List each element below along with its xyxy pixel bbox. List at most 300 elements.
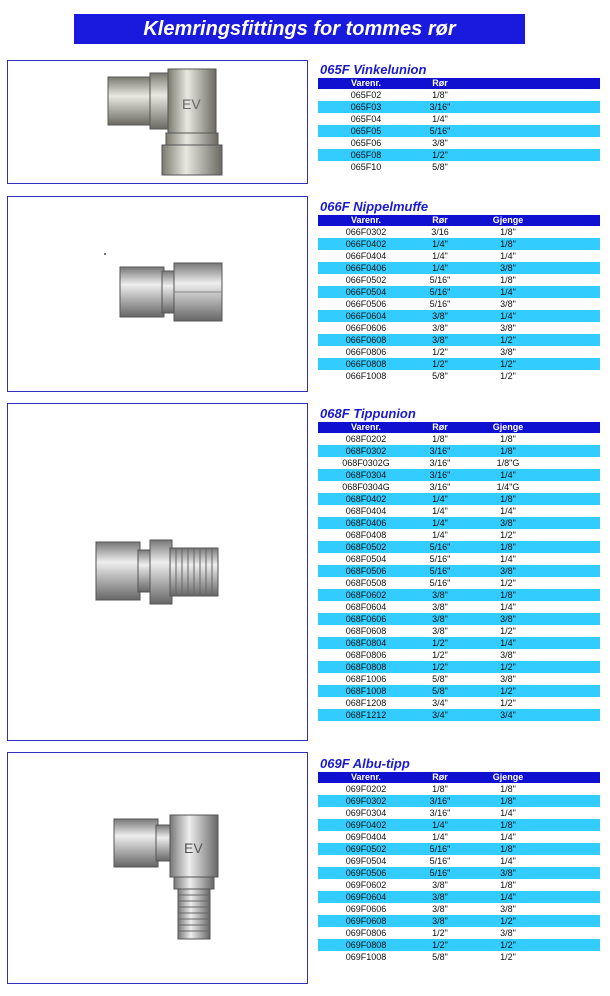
cell-blank bbox=[550, 541, 600, 553]
cell-varenr: 069F0808 bbox=[318, 939, 414, 951]
cell-gjenge: 1/8" bbox=[466, 843, 550, 855]
cell-ror: 5/8" bbox=[414, 685, 466, 697]
cell-blank bbox=[550, 358, 600, 370]
cell-ror: 3/4" bbox=[414, 709, 466, 721]
cell-gjenge: 1/4" bbox=[466, 891, 550, 903]
table-row bbox=[318, 891, 600, 903]
cell-varenr: 069F0806 bbox=[345, 928, 387, 938]
cell-varenr: 068F1212 bbox=[318, 709, 414, 721]
table-body bbox=[318, 89, 600, 173]
cell-blank bbox=[550, 517, 600, 529]
cell-ror: 1/2" bbox=[432, 650, 448, 660]
product-table-069f bbox=[318, 772, 600, 963]
cell-ror: 1/4" bbox=[414, 262, 466, 274]
cell-blank bbox=[550, 939, 600, 951]
cell-blank bbox=[550, 783, 600, 795]
cell-blank bbox=[550, 843, 600, 855]
section-title: 069F Albu-tipp bbox=[320, 756, 410, 771]
cell-gjenge: 1/8" bbox=[500, 880, 516, 890]
cell-varenr: 068F0406 bbox=[318, 517, 414, 529]
cell-blank bbox=[466, 89, 600, 101]
section-title: 065F Vinkelunion bbox=[320, 62, 427, 77]
cell-ror: 1/2" bbox=[432, 347, 448, 357]
cell-varenr: 065F05 bbox=[318, 125, 414, 137]
cell-varenr: 066F0404 bbox=[345, 251, 387, 261]
male-connector-fitting-icon bbox=[8, 404, 307, 740]
table-row bbox=[318, 685, 600, 697]
cell-varenr: 065F04 bbox=[350, 114, 382, 124]
cell-ror: 5/16" bbox=[414, 286, 466, 298]
col-header-gjenge: Gjenge bbox=[466, 215, 550, 226]
cell-gjenge: 1/8" bbox=[500, 275, 516, 285]
cell-blank bbox=[550, 855, 600, 867]
col-header-gjenge: Gjenge bbox=[466, 772, 550, 783]
photo-069f bbox=[7, 752, 308, 984]
table-row bbox=[318, 807, 600, 819]
table-row bbox=[318, 649, 600, 661]
cell-ror: 5/16" bbox=[429, 554, 451, 564]
cell-ror: 1/2" bbox=[414, 149, 466, 161]
cell-varenr: 068F1208 bbox=[345, 698, 387, 708]
cell-gjenge: 1/2" bbox=[466, 915, 550, 927]
cell-blank bbox=[550, 298, 600, 310]
cell-ror: 1/2" bbox=[414, 358, 466, 370]
table-row bbox=[318, 903, 600, 915]
cell-varenr: 069F0502 bbox=[318, 843, 414, 855]
col-header-blank bbox=[550, 215, 600, 226]
female-connector-fitting-icon bbox=[8, 197, 307, 391]
table-row bbox=[318, 697, 600, 709]
cell-gjenge: 1/8"G bbox=[496, 458, 520, 468]
cell-gjenge: 1/4" bbox=[500, 251, 516, 261]
table-row bbox=[318, 298, 600, 310]
cell-varenr: 065F10 bbox=[350, 162, 382, 172]
cell-gjenge: 1/4" bbox=[500, 832, 516, 842]
cell-ror: 1/4" bbox=[432, 530, 448, 540]
cell-blank bbox=[550, 867, 600, 879]
cell-ror: 3/16" bbox=[429, 458, 451, 468]
table-row bbox=[318, 529, 600, 541]
elbow-union-fitting-icon bbox=[8, 61, 307, 183]
section-065f bbox=[318, 62, 600, 173]
cell-varenr: 065F08 bbox=[318, 149, 414, 161]
cell-blank bbox=[550, 346, 600, 358]
cell-varenr: 068F0808 bbox=[318, 661, 414, 673]
cell-blank bbox=[550, 274, 600, 286]
table-row bbox=[318, 161, 600, 173]
cell-blank bbox=[550, 685, 600, 697]
cell-blank bbox=[550, 334, 600, 346]
cell-gjenge: 1/2" bbox=[466, 661, 550, 673]
cell-ror: 5/16" bbox=[429, 299, 451, 309]
cell-blank bbox=[550, 601, 600, 613]
cell-ror: 3/16" bbox=[429, 482, 451, 492]
table-row bbox=[318, 262, 600, 274]
table-row bbox=[318, 783, 600, 795]
table-row bbox=[318, 125, 600, 137]
table-row bbox=[318, 565, 600, 577]
cell-gjenge: 1/8" bbox=[466, 819, 550, 831]
cell-gjenge: 1/8" bbox=[500, 784, 516, 794]
cell-gjenge: 3/8" bbox=[466, 613, 550, 625]
table-row bbox=[318, 613, 600, 625]
table-row bbox=[318, 286, 600, 298]
cell-varenr: 066F0502 bbox=[345, 275, 387, 285]
cell-blank bbox=[550, 927, 600, 939]
table-row bbox=[318, 601, 600, 613]
table-row bbox=[318, 149, 600, 161]
cell-gjenge: 1/4" bbox=[466, 469, 550, 481]
table-row bbox=[318, 831, 600, 843]
cell-ror: 5/8" bbox=[432, 952, 448, 962]
table-row bbox=[318, 113, 600, 125]
table-row bbox=[318, 322, 600, 334]
table-row bbox=[318, 250, 600, 262]
cell-ror: 1/8" bbox=[432, 90, 448, 100]
table-row bbox=[318, 541, 600, 553]
page-title: Klemringsfittings for tommes rør bbox=[74, 14, 525, 44]
male-elbow-fitting-icon bbox=[8, 753, 307, 983]
table-row bbox=[318, 238, 600, 250]
table-row bbox=[318, 370, 600, 382]
cell-ror: 5/8" bbox=[432, 674, 448, 684]
cell-ror: 1/4" bbox=[414, 493, 466, 505]
cell-ror: 5/8" bbox=[432, 162, 448, 172]
cell-blank bbox=[550, 481, 600, 493]
cell-gjenge: 1/2" bbox=[466, 939, 550, 951]
cell-ror: 1/4" bbox=[432, 506, 448, 516]
svg-text:EV: EV bbox=[182, 96, 201, 112]
cell-varenr: 068F0806 bbox=[345, 650, 387, 660]
cell-ror: 3/8" bbox=[432, 626, 448, 636]
cell-varenr: 068F0606 bbox=[318, 613, 414, 625]
cell-gjenge: 3/8" bbox=[500, 674, 516, 684]
table-row bbox=[318, 358, 600, 370]
cell-ror: 5/16" bbox=[429, 275, 451, 285]
cell-blank bbox=[550, 625, 600, 637]
cell-gjenge: 1/8" bbox=[466, 445, 550, 457]
cell-blank bbox=[550, 951, 600, 963]
cell-ror: 5/8" bbox=[432, 371, 448, 381]
cell-gjenge: 1/4" bbox=[500, 554, 516, 564]
cell-varenr: 066F1008 bbox=[345, 371, 387, 381]
cell-varenr: 066F0606 bbox=[345, 323, 387, 333]
table-row bbox=[318, 577, 600, 589]
table-body bbox=[318, 226, 600, 382]
table-row bbox=[318, 274, 600, 286]
cell-ror: 5/16" bbox=[429, 856, 451, 866]
cell-varenr: 068F0604 bbox=[345, 602, 387, 612]
cell-ror: 1/4" bbox=[432, 114, 448, 124]
cell-ror: 3/8" bbox=[414, 310, 466, 322]
cell-ror: 5/16" bbox=[414, 565, 466, 577]
cell-gjenge: 3/8" bbox=[500, 347, 516, 357]
table-row bbox=[318, 843, 600, 855]
cell-varenr: 066F0506 bbox=[345, 299, 387, 309]
section-title: 068F Tippunion bbox=[320, 406, 416, 421]
cell-blank bbox=[550, 433, 600, 445]
cell-gjenge: 1/8" bbox=[466, 589, 550, 601]
cell-blank bbox=[550, 637, 600, 649]
cell-varenr: 066F0302 bbox=[345, 227, 387, 237]
cell-gjenge: 1/8" bbox=[466, 238, 550, 250]
cell-blank bbox=[550, 322, 600, 334]
cell-varenr: 069F0506 bbox=[318, 867, 414, 879]
cell-varenr: 069F0606 bbox=[345, 904, 387, 914]
cell-varenr: 068F0502 bbox=[318, 541, 414, 553]
cell-ror: 3/8" bbox=[414, 891, 466, 903]
cell-varenr: 068F1006 bbox=[345, 674, 387, 684]
table-body bbox=[318, 433, 600, 721]
col-header-varenr: Varenr. bbox=[318, 215, 414, 226]
cell-varenr: 068F0608 bbox=[345, 626, 387, 636]
cell-ror: 3/8" bbox=[414, 613, 466, 625]
col-header-varenr: Varenr. bbox=[318, 422, 414, 433]
cell-blank bbox=[550, 903, 600, 915]
cell-blank bbox=[550, 565, 600, 577]
cell-varenr: 069F0202 bbox=[345, 784, 387, 794]
cell-blank bbox=[550, 819, 600, 831]
table-row bbox=[318, 795, 600, 807]
cell-blank bbox=[466, 149, 600, 161]
cell-blank bbox=[550, 589, 600, 601]
cell-gjenge: 1/2" bbox=[500, 626, 516, 636]
table-row bbox=[318, 89, 600, 101]
cell-blank bbox=[550, 807, 600, 819]
col-header-ror: Rør bbox=[414, 215, 466, 226]
cell-blank bbox=[466, 113, 600, 125]
table-row bbox=[318, 709, 600, 721]
cell-gjenge: 3/8" bbox=[500, 299, 516, 309]
col-header-blank bbox=[466, 78, 600, 89]
cell-gjenge: 1/4" bbox=[466, 286, 550, 298]
col-header-blank bbox=[550, 772, 600, 783]
product-table-068f bbox=[318, 422, 600, 721]
col-header-varenr: Varenr. bbox=[318, 78, 414, 89]
cell-varenr: 069F0504 bbox=[345, 856, 387, 866]
section-066f bbox=[318, 199, 600, 382]
cell-ror: 1/4" bbox=[432, 832, 448, 842]
cell-ror: 1/2" bbox=[414, 939, 466, 951]
cell-varenr: 065F06 bbox=[350, 138, 382, 148]
cell-varenr: 069F0302 bbox=[318, 795, 414, 807]
cell-gjenge: 1/2" bbox=[466, 358, 550, 370]
cell-varenr: 066F0402 bbox=[318, 238, 414, 250]
cell-ror: 5/16" bbox=[414, 541, 466, 553]
col-header-ror: Rør bbox=[414, 772, 466, 783]
cell-ror: 3/4" bbox=[432, 698, 448, 708]
cell-ror: 3/8" bbox=[432, 904, 448, 914]
cell-blank bbox=[550, 831, 600, 843]
cell-gjenge: 1/8" bbox=[500, 227, 516, 237]
table-row bbox=[318, 661, 600, 673]
cell-gjenge: 1/2" bbox=[466, 685, 550, 697]
cell-blank bbox=[466, 137, 600, 149]
cell-varenr: 068F0402 bbox=[318, 493, 414, 505]
section-068f bbox=[318, 406, 600, 721]
cell-varenr: 068F0404 bbox=[345, 506, 387, 516]
col-header-ror: Rør bbox=[414, 78, 466, 89]
cell-blank bbox=[550, 673, 600, 685]
photo-068f bbox=[7, 403, 308, 741]
table-row bbox=[318, 505, 600, 517]
cell-ror: 1/2" bbox=[414, 637, 466, 649]
cell-ror: 3/8" bbox=[414, 589, 466, 601]
cell-ror: 3/8" bbox=[432, 323, 448, 333]
table-row bbox=[318, 951, 600, 963]
cell-varenr: 069F0602 bbox=[345, 880, 387, 890]
cell-ror: 3/16" bbox=[429, 808, 451, 818]
cell-gjenge: 1/2" bbox=[500, 530, 516, 540]
table-row bbox=[318, 855, 600, 867]
cell-gjenge: 3/8" bbox=[500, 323, 516, 333]
photo-066f bbox=[7, 196, 308, 392]
cell-blank bbox=[550, 661, 600, 673]
table-row bbox=[318, 637, 600, 649]
cell-gjenge: 1/2" bbox=[500, 578, 516, 588]
cell-varenr: 066F0604 bbox=[318, 310, 414, 322]
cell-varenr: 068F1008 bbox=[318, 685, 414, 697]
cell-gjenge: 3/8" bbox=[500, 650, 516, 660]
cell-blank bbox=[466, 161, 600, 173]
cell-gjenge: 1/4" bbox=[466, 310, 550, 322]
cell-blank bbox=[550, 445, 600, 457]
table-row bbox=[318, 137, 600, 149]
cell-blank bbox=[550, 529, 600, 541]
cell-ror: 5/16" bbox=[414, 867, 466, 879]
cell-ror: 3/8" bbox=[432, 880, 448, 890]
cell-gjenge: 1/2" bbox=[500, 371, 516, 381]
cell-varenr: 068F0302G bbox=[342, 458, 390, 468]
cell-varenr: 066F0808 bbox=[318, 358, 414, 370]
col-header-ror: Rør bbox=[414, 422, 466, 433]
cell-ror: 5/16" bbox=[414, 843, 466, 855]
cell-varenr: 065F02 bbox=[350, 90, 382, 100]
table-row bbox=[318, 625, 600, 637]
cell-blank bbox=[466, 101, 600, 113]
cell-varenr: 069F0604 bbox=[318, 891, 414, 903]
cell-ror: 1/4" bbox=[414, 819, 466, 831]
cell-gjenge: 1/2" bbox=[500, 952, 516, 962]
cell-gjenge: 1/4" bbox=[500, 808, 516, 818]
cell-varenr: 068F0602 bbox=[318, 589, 414, 601]
cell-ror: 3/8" bbox=[414, 334, 466, 346]
cell-blank bbox=[550, 262, 600, 274]
cell-varenr: 069F0304 bbox=[345, 808, 387, 818]
cell-blank bbox=[550, 505, 600, 517]
table-row bbox=[318, 310, 600, 322]
table-row bbox=[318, 867, 600, 879]
cell-gjenge: 1/4"G bbox=[496, 482, 520, 492]
cell-blank bbox=[550, 709, 600, 721]
col-header-gjenge: Gjenge bbox=[466, 422, 550, 433]
cell-ror: 5/16" bbox=[414, 125, 466, 137]
table-row bbox=[318, 589, 600, 601]
cell-blank bbox=[550, 457, 600, 469]
cell-varenr: 066F0406 bbox=[318, 262, 414, 274]
table-row bbox=[318, 346, 600, 358]
cell-varenr: 066F0608 bbox=[318, 334, 414, 346]
cell-ror: 3/8" bbox=[432, 138, 448, 148]
cell-varenr: 069F0404 bbox=[345, 832, 387, 842]
cell-varenr: 068F0408 bbox=[345, 530, 387, 540]
table-row bbox=[318, 334, 600, 346]
table-row bbox=[318, 457, 600, 469]
cell-blank bbox=[550, 553, 600, 565]
col-header-blank bbox=[550, 422, 600, 433]
cell-varenr: 068F0506 bbox=[318, 565, 414, 577]
cell-gjenge: 3/8" bbox=[466, 262, 550, 274]
cell-gjenge: 1/8" bbox=[466, 493, 550, 505]
cell-gjenge: 3/8" bbox=[466, 565, 550, 577]
cell-blank bbox=[550, 879, 600, 891]
table-row bbox=[318, 101, 600, 113]
table-row bbox=[318, 481, 600, 493]
table-row bbox=[318, 939, 600, 951]
cell-varenr: 068F0508 bbox=[345, 578, 387, 588]
col-header-varenr: Varenr. bbox=[318, 772, 414, 783]
cell-gjenge: 1/4" bbox=[500, 602, 516, 612]
table-row bbox=[318, 819, 600, 831]
table-row bbox=[318, 469, 600, 481]
table-row bbox=[318, 673, 600, 685]
cell-blank bbox=[550, 891, 600, 903]
cell-varenr: 068F0304G bbox=[342, 482, 390, 492]
cell-varenr: 068F0504 bbox=[345, 554, 387, 564]
cell-gjenge: 1/2" bbox=[500, 698, 516, 708]
table-row bbox=[318, 553, 600, 565]
cell-ror: 3/16" bbox=[414, 795, 466, 807]
cell-varenr: 065F03 bbox=[318, 101, 414, 113]
cell-blank bbox=[550, 613, 600, 625]
cell-gjenge: 1/8" bbox=[500, 434, 516, 444]
cell-gjenge: 1/4" bbox=[500, 506, 516, 516]
cell-blank bbox=[550, 577, 600, 589]
table-row bbox=[318, 445, 600, 457]
cell-blank bbox=[550, 250, 600, 262]
table-row bbox=[318, 879, 600, 891]
cell-blank bbox=[550, 370, 600, 382]
cell-blank bbox=[466, 125, 600, 137]
cell-varenr: 069F0402 bbox=[318, 819, 414, 831]
cell-blank bbox=[550, 795, 600, 807]
table-row bbox=[318, 493, 600, 505]
cell-varenr: 068F0202 bbox=[345, 434, 387, 444]
cell-ror: 1/8" bbox=[432, 434, 448, 444]
cell-ror: 1/2" bbox=[432, 928, 448, 938]
cell-ror: 1/4" bbox=[432, 251, 448, 261]
table-row bbox=[318, 433, 600, 445]
cell-blank bbox=[550, 469, 600, 481]
cell-gjenge: 1/8" bbox=[466, 541, 550, 553]
cell-blank bbox=[550, 915, 600, 927]
cell-gjenge: 1/8" bbox=[466, 795, 550, 807]
table-row bbox=[318, 226, 600, 238]
fitting-mark-text: EV bbox=[184, 840, 203, 856]
cell-varenr: 066F0806 bbox=[345, 347, 387, 357]
cell-varenr: 068F0304 bbox=[318, 469, 414, 481]
product-table-066f bbox=[318, 215, 600, 382]
table-row bbox=[318, 517, 600, 529]
section-title: 066F Nippelmuffe bbox=[320, 199, 429, 214]
cell-ror: 3/8" bbox=[414, 915, 466, 927]
cell-blank bbox=[550, 226, 600, 238]
cell-ror: 3/16 bbox=[431, 227, 449, 237]
cell-varenr: 066F0504 bbox=[318, 286, 414, 298]
cell-varenr: 069F0608 bbox=[318, 915, 414, 927]
cell-gjenge: 3/8" bbox=[466, 867, 550, 879]
product-table-065f bbox=[318, 78, 600, 173]
